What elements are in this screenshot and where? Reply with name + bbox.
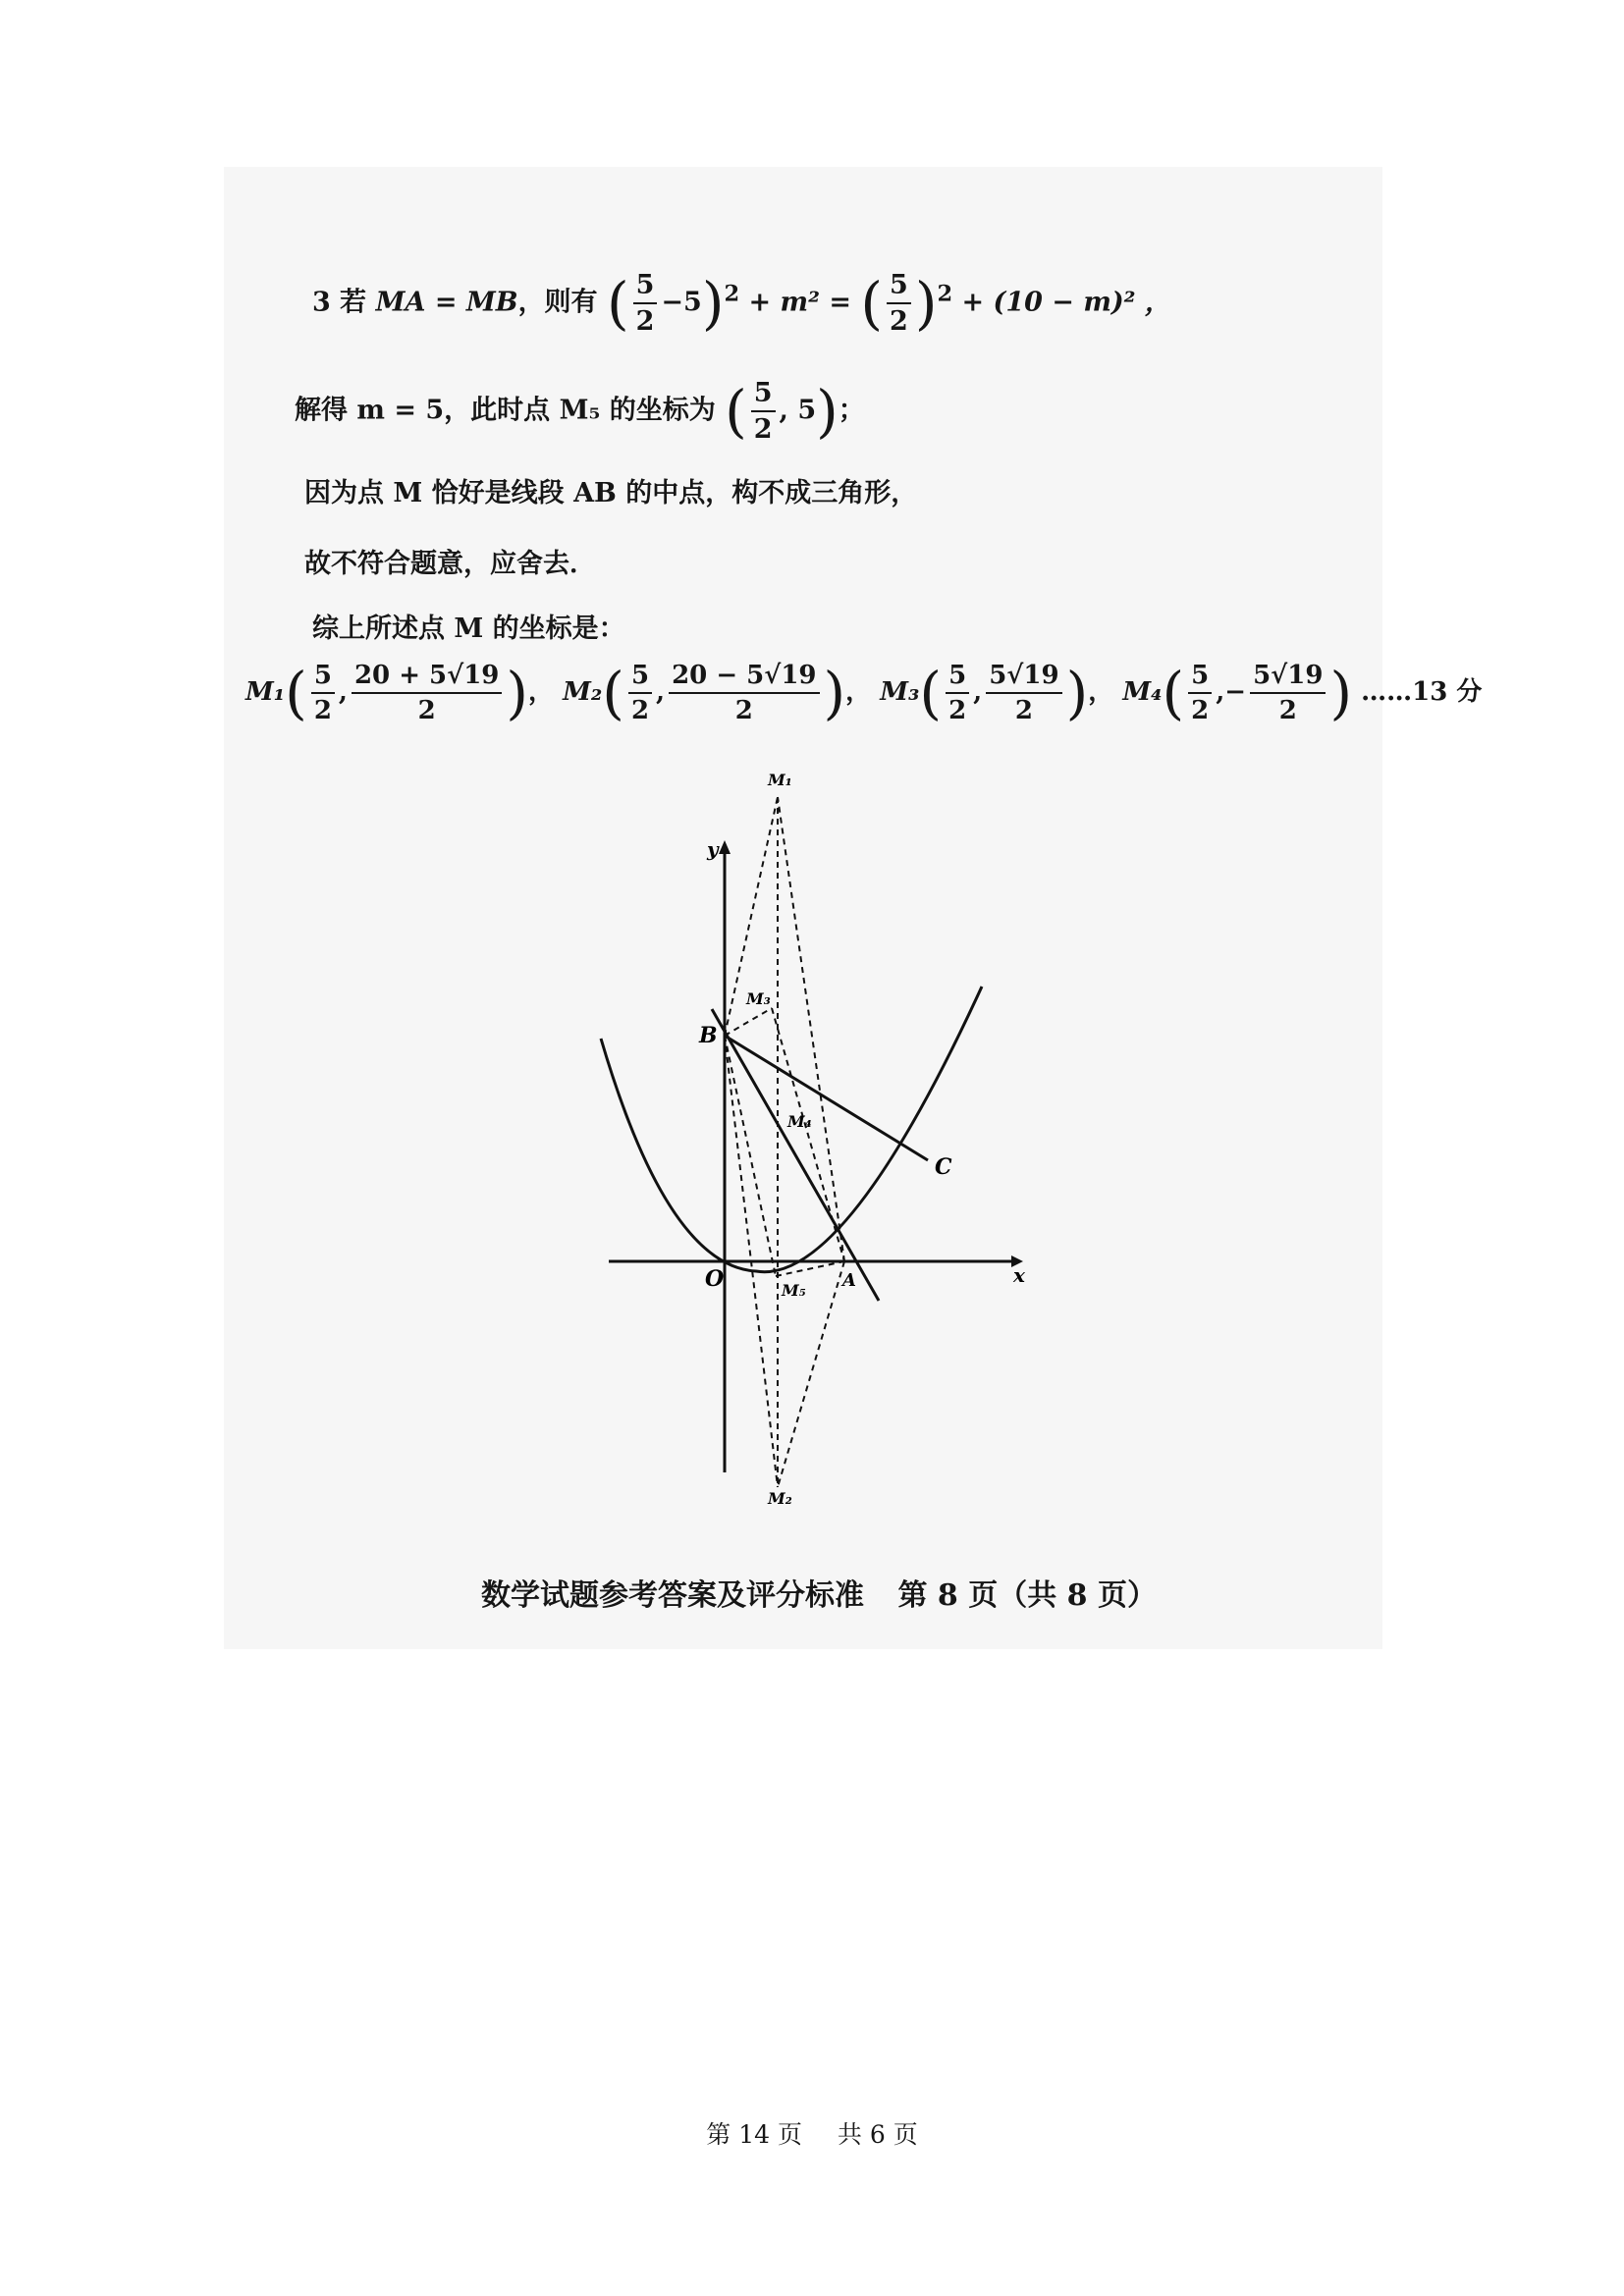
equation-line-2: 解得 m = 5，此时点 M₅ 的坐标为 ( $\frac{5}{2}$ , 5)； bbox=[295, 378, 865, 445]
point-m1-label: M₁ bbox=[768, 771, 792, 789]
term: , 5 bbox=[779, 395, 817, 426]
frac-num: 20 + 5√19 bbox=[352, 661, 502, 694]
frac-den: 2 bbox=[948, 696, 967, 725]
point-a-label: A bbox=[842, 1270, 856, 1291]
solution-text: 解得 m = 5，此时点 M₅ 的坐标为 bbox=[295, 395, 716, 426]
frac-den: 2 bbox=[630, 696, 650, 725]
frac-den: 2 bbox=[890, 306, 908, 337]
point-m4-label: M₄ bbox=[787, 1112, 812, 1131]
dashed-lines bbox=[725, 797, 844, 1487]
point-m2-label: M₂ bbox=[768, 1489, 792, 1508]
separator: ， bbox=[1088, 677, 1114, 707]
point-m3-label: M₃ bbox=[746, 989, 771, 1008]
term: + m² = bbox=[748, 287, 851, 318]
frac-num: 5 bbox=[628, 661, 652, 694]
frac-num: 5 bbox=[946, 661, 969, 694]
frac-num: 20 − 5√19 bbox=[669, 661, 819, 694]
frac-den: 2 bbox=[1191, 696, 1210, 725]
frac-den: 2 bbox=[313, 696, 332, 725]
frac-num: 5 bbox=[1188, 661, 1212, 694]
parabola-figure bbox=[550, 756, 1060, 1531]
text-line-5: 综上所述点 M 的坐标是： bbox=[312, 614, 625, 644]
origin-label: O bbox=[705, 1266, 725, 1292]
frac-den: 2 bbox=[1014, 696, 1033, 725]
frac-num: 5 bbox=[633, 270, 658, 304]
x-axis-label: x bbox=[1013, 1263, 1025, 1287]
frac-num: 5√19 bbox=[986, 661, 1061, 694]
text-line-4: 故不符合题意，应舍去． bbox=[304, 549, 596, 579]
point-c-label: C bbox=[935, 1154, 952, 1180]
line-ab bbox=[712, 1009, 879, 1301]
frac-den: 2 bbox=[417, 696, 436, 725]
point-m1-label: M₁ bbox=[245, 677, 286, 707]
y-axis-label: y bbox=[707, 837, 719, 861]
page-total: 共 6 页 bbox=[837, 2120, 918, 2149]
frac-den: 2 bbox=[1278, 696, 1297, 725]
frac-num: 5 bbox=[311, 661, 335, 694]
point-b-label: B bbox=[699, 1023, 718, 1048]
frac-den: 2 bbox=[734, 696, 753, 725]
page-current: 第 14 页 bbox=[706, 2120, 802, 2149]
frac-num: 5 bbox=[751, 378, 776, 412]
footer-page: 第 8 页（共 8 页） bbox=[897, 1578, 1157, 1613]
term: + (10 − m)² ， bbox=[961, 287, 1171, 318]
then-text: ，则有 bbox=[517, 287, 598, 318]
separator: ， bbox=[845, 677, 872, 707]
minus-sign: − bbox=[1224, 677, 1247, 707]
condition: MA = MB bbox=[375, 287, 518, 318]
point-m2-label: M₂ bbox=[563, 677, 603, 707]
frac-num: 5 bbox=[887, 270, 911, 304]
equation-line-1: 3 若 MA = MB，则有 ( $\frac{5}{2}$ −5)$^2$ + m² = ( $\frac{5}{2}$ )$^2$ + (10 − m)² ， bbox=[312, 270, 1171, 337]
scan-footer bbox=[481, 1571, 1157, 1614]
score-marker: ……13 分 bbox=[1361, 677, 1483, 707]
frac-den: 2 bbox=[635, 306, 655, 337]
frac-num: 5√19 bbox=[1250, 661, 1326, 694]
separator: ， bbox=[528, 677, 555, 707]
point-m4-label: M₄ bbox=[1122, 677, 1163, 707]
frac-den: 2 bbox=[753, 414, 773, 445]
footer-title: 数学试题参考答案及评分标准 bbox=[481, 1578, 864, 1613]
text-line-3: 因为点 M 恰好是线段 AB 的中点，构不成三角形， bbox=[304, 478, 918, 508]
point-m3-label: M₃ bbox=[880, 677, 920, 707]
coordinates-line: M₁( $\frac{5}{2}$ , $\frac{20 + 5√19}{2}$ )， M₂( $\frac{5}{2}$ , $\frac{20 - 5√19}{2}$ )， M₃( $\frac{5}{2}$ , $\frac{5√19}{2}$ )， M₄( $\frac{5}{2}$ ,− $\frac{5√19}{2}$ ) ……13 分 bbox=[245, 660, 1483, 726]
page-number bbox=[0, 2115, 1624, 2151]
term: −5 bbox=[661, 287, 702, 318]
point-m5-label: M₅ bbox=[782, 1281, 806, 1300]
case-label: 3 若 bbox=[312, 287, 367, 318]
y-axis-arrow bbox=[719, 840, 731, 854]
